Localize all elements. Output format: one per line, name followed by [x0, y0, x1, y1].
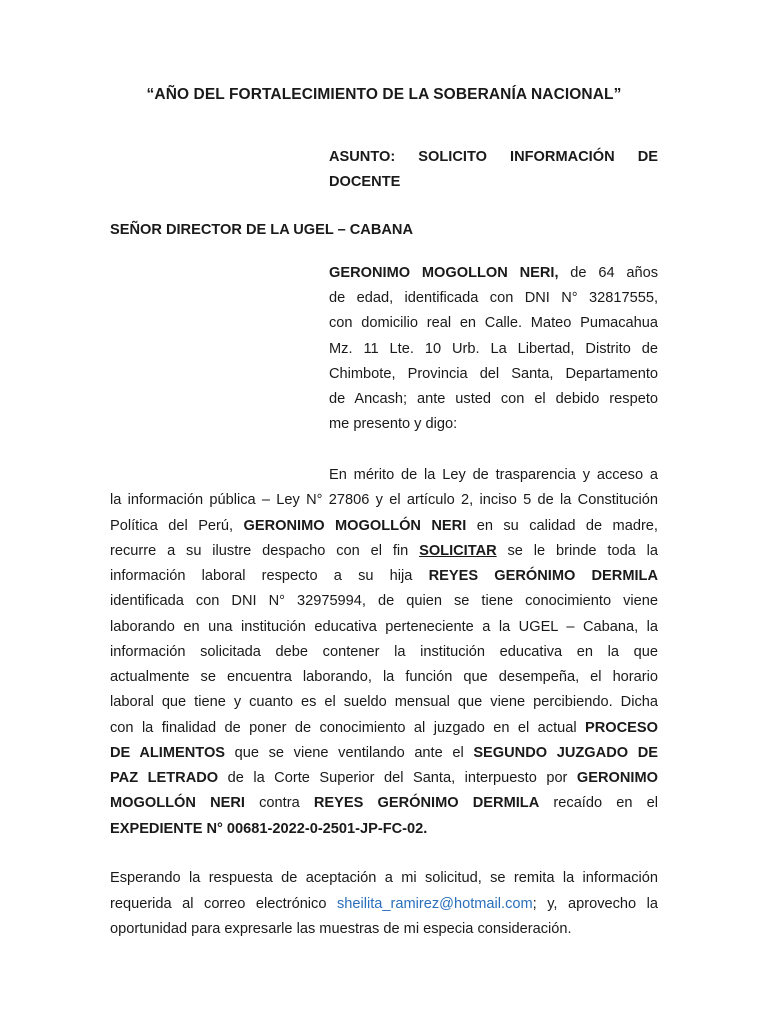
- intro-line: Chimbote, Provincia del Santa, Departamento: [329, 365, 658, 382]
- body-text: que se viene ventilando ante el: [225, 744, 474, 761]
- body-line: información solicitada debe contener la institución educativa en la que: [110, 643, 658, 660]
- body-text: con la finalidad de poner de conocimiento al juzgado en el actual: [110, 719, 586, 736]
- petitioner-name-bold: GERONIMO MOGOLLÓN NERI: [243, 517, 467, 534]
- daughter-name-bold-2: REYES GERÓNIMO DERMILA: [313, 795, 540, 812]
- closing-line: Esperando la respuesta de aceptación a mi solicitud, se remita la información: [110, 870, 658, 886]
- body-text: contra: [244, 795, 314, 812]
- body-line: [110, 539, 658, 564]
- intro-line: de edad, identificada con DNI N° 32817555,: [329, 290, 658, 307]
- body-line: identificada con DNI N° 32975994, de quien se tiene conocimiento viene: [110, 593, 658, 610]
- court-bold-2: PAZ LETRADO: [110, 770, 219, 786]
- intro-line: Mz. 11 Lte. 10 Urb. La Libertad, Distrito de: [329, 340, 658, 357]
- subject-block: [329, 145, 658, 195]
- body-text: recurre a su ilustre despacho con el fin: [110, 542, 420, 559]
- daughter-name-bold: REYES GERÓNIMO DERMILA: [428, 568, 658, 584]
- subject-line-1: ASUNTO: SOLICITO INFORMACIÓN DE: [329, 149, 658, 165]
- intro-line: de Ancash; ante usted con el debido respeto: [329, 391, 658, 408]
- intro-line: [329, 261, 658, 286]
- body-line: [110, 766, 658, 791]
- intro-line: con domicilio real en Calle. Mateo Pumacahua: [329, 315, 658, 332]
- body-line: [110, 791, 658, 816]
- body-line: laborando en una institución educativa perteneciente a la UGEL – Cabana, la: [110, 618, 658, 635]
- body-text: de la Corte Superior del Santa, interpuesto por: [218, 770, 577, 786]
- closing-paragraph: [110, 866, 658, 943]
- petitioner-name-bold-2: GERONIMO: [576, 770, 658, 786]
- body-line: laboral que tiene y cuanto es el sueldo mensual que viene percibiendo. Dicha: [110, 694, 658, 711]
- case-number: EXPEDIENTE N° 00681-2022-0-2501-JP-FC-02.: [110, 820, 428, 837]
- petitioner-name: GERONIMO MOGOLLON NERI,: [329, 265, 559, 281]
- body-line: [110, 564, 658, 589]
- closing-text: requerida al correo electrónico: [110, 895, 337, 912]
- closing-text: ; y, aprovecho la: [532, 895, 658, 912]
- body-line: En mérito de la Ley de trasparencia y acceso a: [329, 467, 658, 483]
- body-paragraph: [110, 463, 658, 842]
- document-title: “AÑO DEL FORTALECIMIENTO DE LA SOBERANÍA NACIONAL”: [146, 86, 622, 103]
- intro-line: me presento y digo:: [329, 416, 458, 433]
- closing-line: [110, 892, 658, 918]
- body-text: información laboral respecto a su hija: [110, 568, 429, 584]
- body-text: recaído en el: [539, 795, 659, 812]
- body-text: se le brinde toda la: [496, 542, 659, 559]
- alimentos-bold: DE ALIMENTOS: [110, 744, 226, 761]
- body-line: actualmente se encuentra laborando, la función que desempeña, el horario: [110, 669, 658, 685]
- closing-line: oportunidad para expresarle las muestras de mi especia consideración.: [110, 921, 572, 937]
- intro-text: de 64 años: [558, 265, 658, 281]
- intro-paragraph: [329, 261, 658, 437]
- body-line: [110, 741, 658, 766]
- addressee: SEÑOR DIRECTOR DE LA UGEL – CABANA: [110, 222, 413, 238]
- court-bold: SEGUNDO JUZGADO DE: [473, 744, 658, 761]
- solicitar-emphasis: SOLICITAR: [419, 542, 497, 559]
- body-line: la información pública – Ley N° 27806 y el artículo 2, inciso 5 de la Constitución: [110, 492, 658, 509]
- body-text: en su calidad de madre,: [466, 517, 658, 534]
- body-line: [110, 716, 658, 741]
- subject-line-2: DOCENTE: [329, 174, 401, 190]
- proceso-bold: PROCESO: [585, 719, 658, 736]
- body-text: Política del Perú,: [110, 517, 244, 534]
- body-line: [110, 514, 658, 539]
- email-link[interactable]: sheilita_ramirez@hotmail.com: [336, 895, 533, 912]
- petitioner-name-bold-3: MOGOLLÓN NERI: [110, 795, 245, 812]
